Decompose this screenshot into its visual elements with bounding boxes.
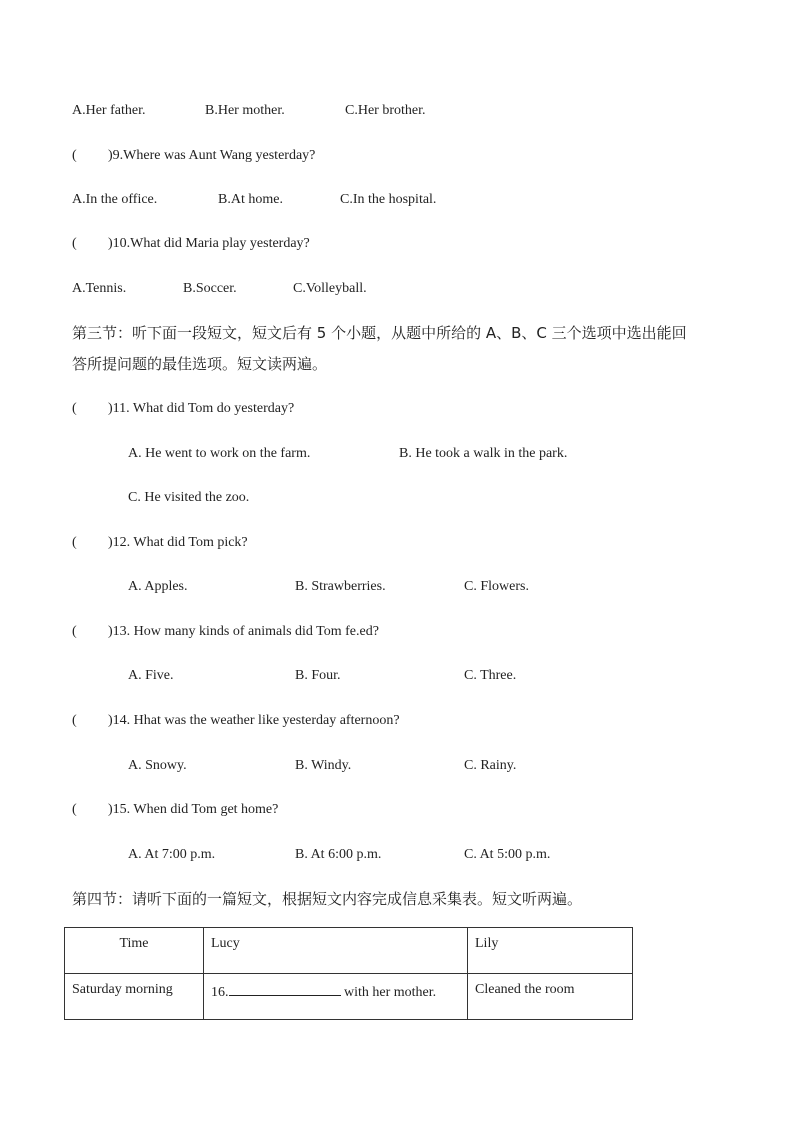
question-text: )13. How many kinds of animals did Tom fe.ed? [108,624,379,639]
question-13 [72,623,379,641]
q14-option-c: C. Rainy. [464,758,517,773]
q12-option-a: A. Apples. [128,579,188,594]
q11-option-b: B. He took a walk in the park. [399,446,568,461]
answer-bracket[interactable]: ( [72,236,77,251]
info-collection-table [64,927,633,1020]
table-row [65,974,633,1020]
q11-option-a: A. He went to work on the farm. [128,446,311,461]
q8-option-c: C.Her brother. [345,103,426,118]
answer-bracket[interactable]: ( [72,401,77,416]
q9-option-b: B.At home. [218,192,283,207]
q8-option-b: B.Her mother. [205,103,285,118]
q10-option-b: B.Soccer. [183,281,237,296]
q10-option-a: A.Tennis. [72,281,127,296]
q13-option-b: B. Four. [295,668,341,683]
header-lily: Lily [468,928,633,974]
table-header-row [65,928,633,974]
question-15 [72,801,278,819]
answer-bracket[interactable]: ( [72,713,77,728]
question-text: )14. Hhat was the weather like yesterday afternoon? [108,713,400,728]
q12-option-b: B. Strawberries. [295,579,386,594]
lucy-activity-suffix: with her mother. [340,985,437,1000]
q9-option-a: A.In the office. [72,192,158,207]
question-text: )10.What did Maria play yesterday? [108,236,310,251]
question-12 [72,534,248,552]
q10-option-c: C.Volleyball. [293,281,367,296]
q14-option-b: B. Windy. [295,758,352,773]
q11-option-c: C. He visited the zoo. [128,490,250,505]
answer-bracket[interactable]: ( [72,535,77,550]
header-lucy: Lucy [204,928,468,974]
answer-bracket[interactable]: ( [72,148,77,163]
question-text: )11. What did Tom do yesterday? [108,401,295,416]
q8-option-a: A.Her father. [72,103,146,118]
answer-bracket[interactable]: ( [72,802,77,817]
question-text: )12. What did Tom pick? [108,535,248,550]
header-time: Time [65,928,204,974]
q15-option-c: C. At 5:00 p.m. [464,847,551,862]
question-text: )15. When did Tom get home? [108,802,279,817]
q12-option-c: C. Flowers. [464,579,529,594]
question-9 [72,147,315,165]
q14-option-a: A. Snowy. [128,758,187,773]
q13-option-c: C. Three. [464,668,517,683]
cell-lucy [204,974,468,1020]
q15-option-a: A. At 7:00 p.m. [128,847,216,862]
section-4-instructions: 第四节：请听下面的一篇短文，根据短文内容完成信息采集表。短文听两遍。 [72,890,583,908]
question-14 [72,712,400,730]
q15-option-b: B. At 6:00 p.m. [295,847,382,862]
question-11 [72,400,294,418]
cell-time: Saturday morning [65,974,204,1020]
blank-number: 16. [211,985,229,1000]
section-3-instructions-line-2: 答所提问题的最佳选项。短文读两遍。 [72,355,328,373]
question-text: )9.Where was Aunt Wang yesterday? [108,148,316,163]
section-3-instructions-line-1: 第三节：听下面一段短文，短文后有 5 个小题，从题中所给的 A、B、C 三个选项中选出能回 [72,324,687,342]
answer-bracket[interactable]: ( [72,624,77,639]
q9-option-c: C.In the hospital. [340,192,437,207]
cell-lily: Cleaned the room [468,974,633,1020]
q13-option-a: A. Five. [128,668,174,683]
answer-blank-16[interactable] [229,982,341,996]
question-10 [72,235,310,253]
